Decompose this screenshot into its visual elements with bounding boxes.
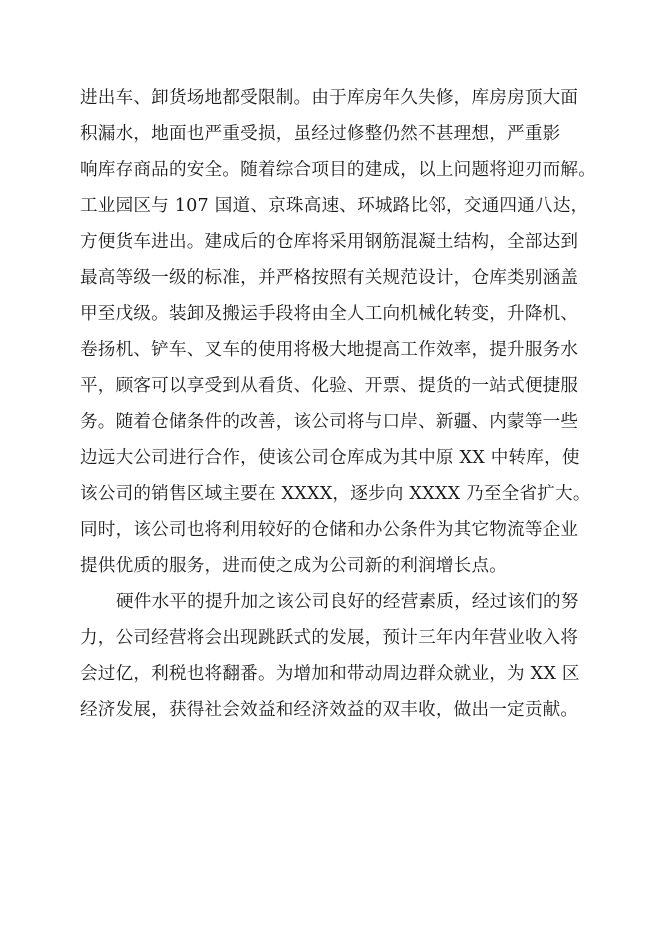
paragraph-1-line-11: 边远大公司进行合作，使该公司仓库成为其中原 XX 中转库，使 xyxy=(80,448,580,468)
paragraph-1-line-9: 平，顾客可以享受到从看货、化验、开票、提货的一站式便捷服 xyxy=(80,376,579,396)
paragraph-1-line-2: 积漏水，地面也严重受损，虽经过修整仍然不甚理想，严重影 xyxy=(80,124,561,144)
paragraph-1-line-4: 工业园区与 107 国道、京珠高速、环城路比邻，交通四通八达， xyxy=(80,196,589,216)
paragraph-1-line-1: 进出车、卸货场地都受限制。由于库房年久失修，库房房顶大面 xyxy=(80,88,579,108)
paragraph-1-line-7: 甲至戊级。装卸及搬运手段将由全人工向机械化转变，升降机、 xyxy=(80,304,579,324)
paragraph-1-line-13: 同时，该公司也将利用较好的仓储和办公条件为其它物流等企业 xyxy=(80,520,579,540)
paragraph-1-line-3: 响库存商品的安全。随着综合项目的建成，以上问题将迎刃而解。 xyxy=(80,160,597,180)
paragraph-1-line-14: 提供优质的服务，进而使之成为公司新的利润增长点。 xyxy=(80,556,508,576)
paragraph-2-line-3: 会过亿，利税也将翻番。为增加和带动周边群众就业，为 XX 区 xyxy=(80,664,580,684)
paragraph-2-line-1: 硬件水平的提升加之该公司良好的经营素质，经过该们的努 xyxy=(116,592,579,612)
paragraph-1-line-6: 最高等级一级的标准，并严格按照有关规范设计，仓库类别涵盖 xyxy=(80,268,579,288)
paragraph-1-line-8: 卷扬机、铲车、叉车的使用将极大地提高工作效率，提升服务水 xyxy=(80,340,579,360)
paragraph-2-line-2: 力，公司经营将会出现跳跃式的发展，预计三年内年营业收入将 xyxy=(80,628,579,648)
paragraph-1-line-5: 方便货车进出。建成后的仓库将采用钢筋混凝土结构，全部达到 xyxy=(80,232,579,252)
paragraph-1-line-12: 该公司的销售区域主要在 XXXX，逐步向 XXXX 乃至全省扩大。 xyxy=(80,484,591,504)
paragraph-2-line-4: 经济发展，获得社会效益和经济效益的双丰收，做出一定贡献。 xyxy=(80,700,579,720)
paragraph-1-line-10: 务。随着仓储条件的改善，该公司将与口岸、新疆、内蒙等一些 xyxy=(80,412,579,432)
